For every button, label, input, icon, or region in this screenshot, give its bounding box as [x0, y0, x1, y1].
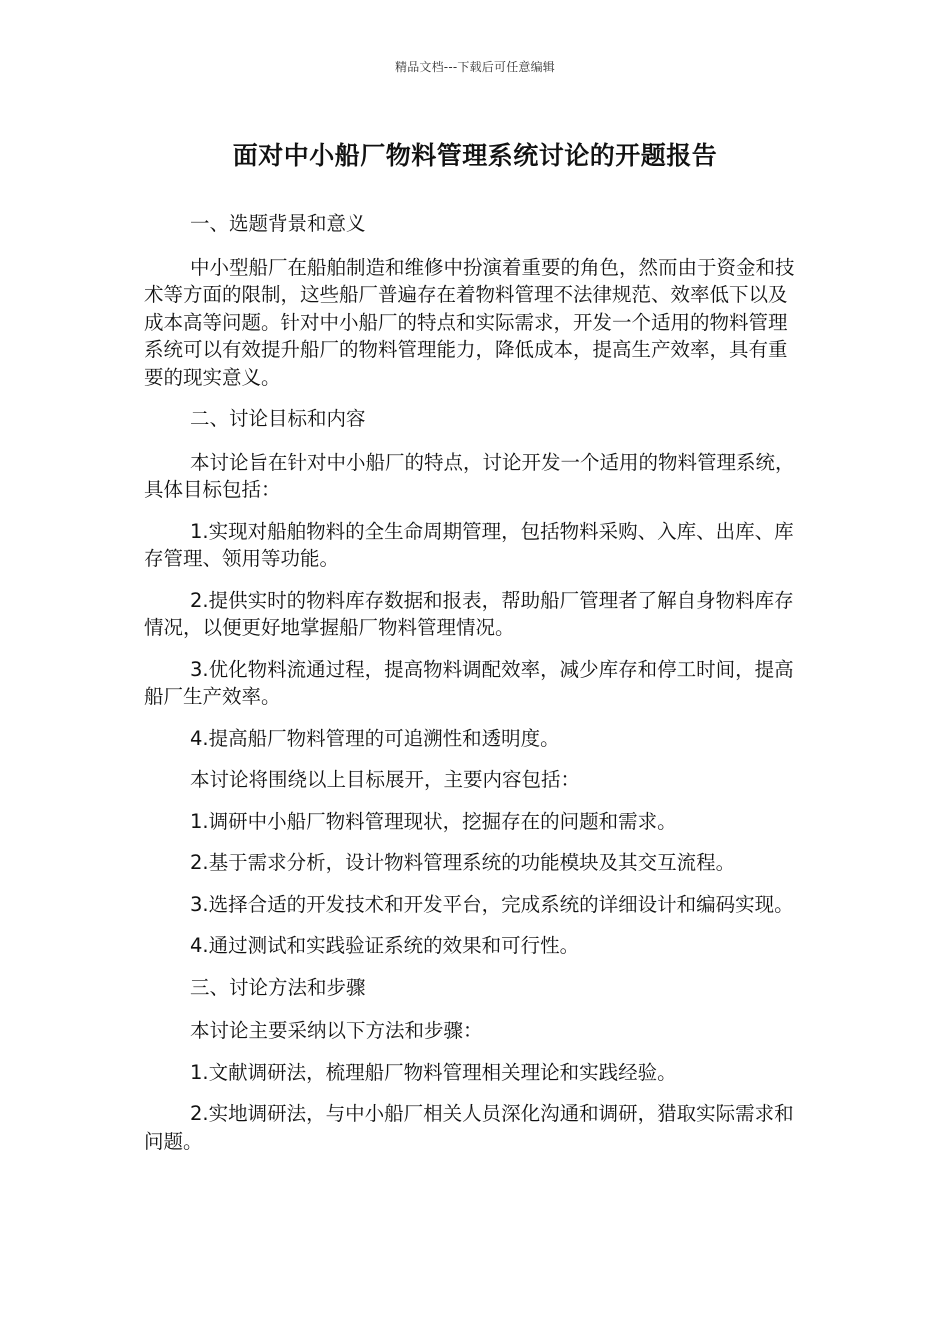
content-item-2: 2.基于需求分析，设计物料管理系统的功能模块及其交互流程。 — [190, 851, 736, 874]
section-heading-background: 一、选题背景和意义 — [190, 212, 366, 235]
goal-item-1: 1.实现对船舶物料的全生命周期管理，包括物料采购、入库、出库、库存管理、领用等功能。 — [144, 519, 794, 570]
content-item-4: 4.通过测试和实践验证系统的效果和可行性。 — [190, 934, 580, 957]
content-item-3: 3.选择合适的开发技术和开发平台，完成系统的详细设计和编码实现。 — [190, 892, 794, 916]
goal-item-3: 3.优化物料流通过程，提高物料调配效率，减少库存和停工时间，提高船厂生产效率。 — [144, 657, 794, 708]
content-item-1: 1.调研中小船厂物料管理现状，挖掘存在的问题和需求。 — [190, 809, 677, 833]
section-heading-methods: 三、讨论方法和步骤 — [190, 975, 366, 999]
method-item-2: 2.实地调研法，与中小船厂相关人员深化沟通和调研，猎取实际需求和问题。 — [144, 1102, 794, 1153]
paragraph-methods-intro: 本讨论主要采纳以下方法和步骤： — [190, 1019, 483, 1042]
page-header-note: 精品文档---下载后可任意编辑 — [395, 60, 555, 74]
document-body — [144, 210, 804, 1169]
paragraph-content-intro: 本讨论将围绕以上目标展开，主要内容包括： — [190, 768, 581, 791]
goal-item-2: 2.提供实时的物料库存数据和报表，帮助船厂管理者了解自身物料库存情况，以便更好地掌握船厂物料管理情况。 — [144, 588, 794, 639]
goal-item-4: 4.提高船厂物料管理的可追溯性和透明度。 — [190, 726, 560, 750]
section-heading-goals: 二、讨论目标和内容 — [190, 407, 366, 430]
method-item-1: 1.文献调研法，梳理船厂物料管理相关理论和实践经验。 — [190, 1060, 677, 1084]
paragraph-background: 中小型船厂在船舶制造和维修中扮演着重要的角色，然而由于资金和技术等方面的限制，这些船厂普遍存在着物料管理不法律规范、效率低下以及成本高等问题。针对中小船厂的特点和实际需求，开发一个适用的物料管理系统可以有效提升船厂的物料管理能力，降低成本，提高生产效率，具有重要的现实意义。 — [144, 255, 795, 389]
document-title: 面对中小船厂物料管理系统讨论的开题报告 — [232, 141, 718, 170]
paragraph-goals-intro: 本讨论旨在针对中小船厂的特点，讨论开发一个适用的物料管理系统，具体目标包括： — [144, 450, 795, 501]
